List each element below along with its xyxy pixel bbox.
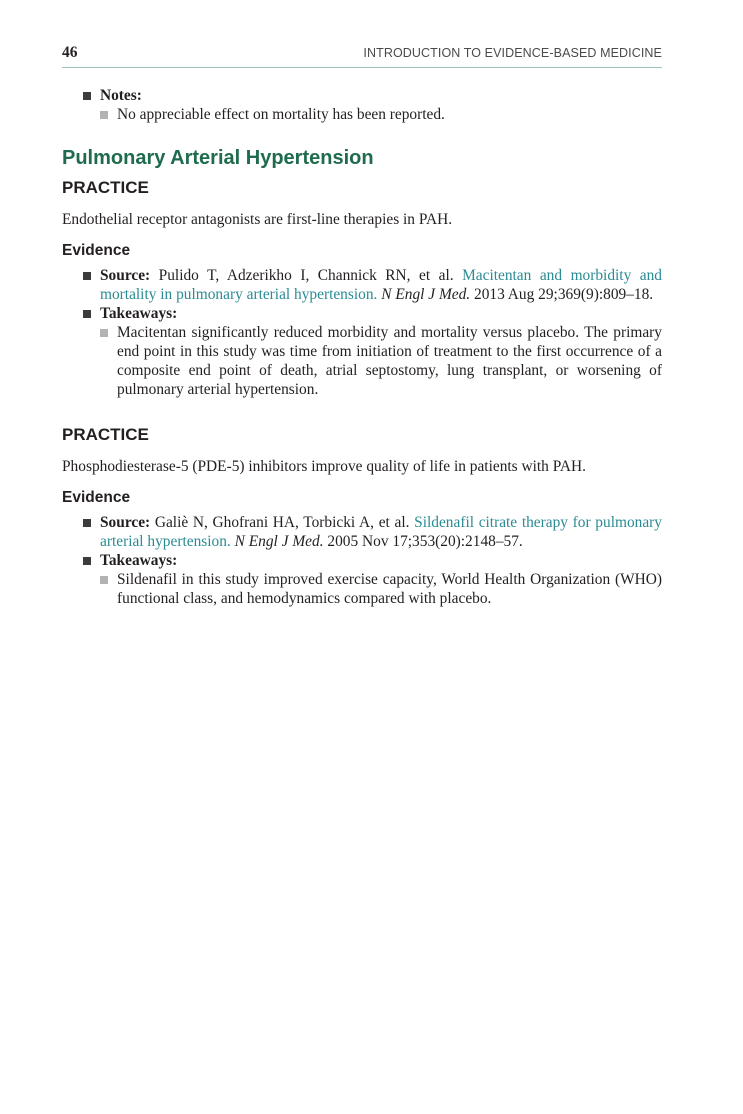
square-bullet-icon — [83, 92, 91, 100]
practice-block-2 — [62, 425, 662, 608]
note-text: No appreciable effect on mortality has been reported. — [117, 106, 445, 123]
takeaway-text-item — [100, 570, 662, 608]
square-bullet-icon — [83, 310, 91, 318]
source-journal: N Engl J Med. — [234, 533, 324, 550]
notes-subitem — [100, 105, 662, 124]
running-header — [62, 44, 662, 66]
notes-label: Notes: — [100, 87, 142, 104]
source-journal: N Engl J Med. — [381, 286, 471, 303]
notes-sublist — [100, 105, 662, 124]
square-subbullet-icon — [100, 576, 108, 584]
source-item — [62, 513, 662, 551]
evidence-heading: Evidence — [62, 489, 131, 506]
takeaway-text: Macitentan significantly reduced morbidity and mortality versus placebo. The primary end point in this study was time from initiation of treatment to the first occurrence of a composite end point of death, atrial septostomy, lung transplant, or worsening of pulmonary arterial hypertension. — [117, 324, 662, 398]
takeaway-text-item — [100, 323, 662, 399]
page-content — [62, 86, 662, 608]
source-label: Source: — [100, 267, 151, 284]
takeaways-sublist — [100, 570, 662, 608]
square-bullet-icon — [83, 557, 91, 565]
practice-heading: PRACTICE — [62, 425, 149, 444]
practice-statement: Endothelial receptor antagonists are first-line therapies in PAH. — [62, 211, 453, 228]
square-subbullet-icon — [100, 329, 108, 337]
source-citation: 2013 Aug 29;369(9):809–18. — [474, 286, 654, 303]
source-citation: 2005 Nov 17;353(20):2148–57. — [327, 533, 523, 550]
page-number: 46 — [62, 44, 78, 61]
source-authors: Galiè N, Ghofrani HA, Torbicki A, et al. — [154, 514, 410, 531]
practice-statement: Phosphodiesterase-5 (PDE-5) inhibitors improve quality of life in patients with PAH. — [62, 458, 586, 475]
evidence-list — [62, 513, 662, 608]
notes-list — [62, 86, 662, 124]
takeaways-item — [62, 304, 662, 399]
source-title-link[interactable]: Sildenafil citrate therapy for pulmonary arterial hypertension. — [100, 514, 662, 550]
evidence-list — [62, 266, 662, 399]
square-bullet-icon — [83, 272, 91, 280]
takeaways-label: Takeaways: — [100, 305, 178, 322]
takeaway-text: Sildenafil in this study improved exercise capacity, World Health Organization (WHO) functional class, and hemodynamics compared with placebo. — [117, 571, 662, 607]
notes-item — [62, 86, 662, 124]
takeaways-label: Takeaways: — [100, 552, 178, 569]
practice-block-1 — [62, 178, 662, 399]
source-authors: Pulido T, Adzerikho I, Channick RN, et al. — [158, 267, 454, 284]
takeaways-item — [62, 551, 662, 608]
square-subbullet-icon — [100, 111, 108, 119]
takeaways-sublist — [100, 323, 662, 399]
header-rule — [62, 67, 662, 68]
practice-heading: PRACTICE — [62, 178, 149, 197]
running-title: INTRODUCTION TO EVIDENCE-BASED MEDICINE — [363, 46, 662, 60]
source-label: Source: — [100, 514, 151, 531]
evidence-heading: Evidence — [62, 242, 131, 259]
section-title: Pulmonary Arterial Hypertension — [62, 147, 374, 169]
square-bullet-icon — [83, 519, 91, 527]
source-title-link[interactable]: Macitentan and morbidity and mortality in pulmonary arterial hypertension. — [100, 267, 662, 303]
source-item — [62, 266, 662, 304]
